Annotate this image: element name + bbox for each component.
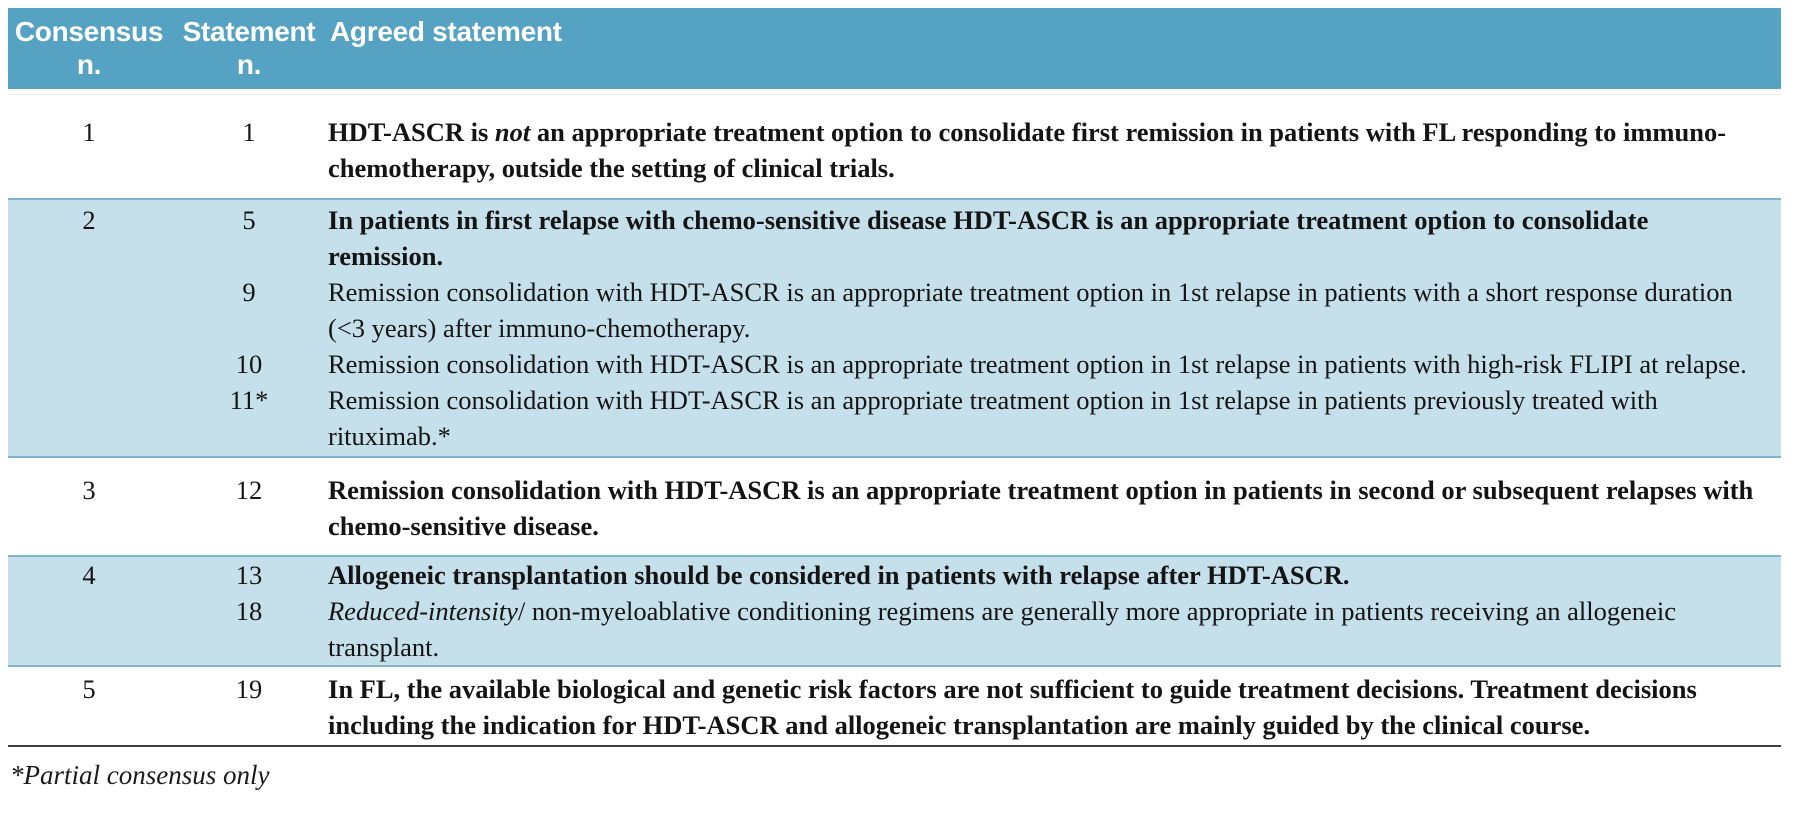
statement-list bbox=[170, 202, 1781, 454]
statement-row bbox=[170, 202, 1781, 274]
statement-list bbox=[170, 114, 1781, 186]
statement-row bbox=[170, 557, 1781, 593]
statement-row bbox=[170, 382, 1781, 454]
consensus-group bbox=[8, 95, 1781, 198]
statement-number: 12 bbox=[235, 475, 263, 505]
consensus-group bbox=[8, 555, 1781, 667]
header-consensus-n: Consensus n. bbox=[14, 16, 164, 80]
footnote-partial-consensus: *Partial consensus only bbox=[10, 760, 270, 790]
statement-number: 10 bbox=[235, 349, 263, 379]
consensus-number: 2 bbox=[82, 205, 96, 235]
statement-text: Allogeneic transplantation should be considered in patients with relapse after HDT-ASCR. bbox=[328, 560, 1350, 590]
consensus-number: 4 bbox=[82, 560, 96, 590]
consensus-number: 3 bbox=[82, 475, 96, 505]
statement-text: HDT-ASCR is not an appropriate treatment option to consolidate first remission in patients with FL responding to immuno-chemotherapy, outside the setting of clinical trials. bbox=[328, 117, 1727, 183]
statement-row bbox=[170, 671, 1781, 743]
consensus-group bbox=[8, 667, 1781, 745]
statement-number: 9 bbox=[242, 277, 256, 307]
consensus-statements-table bbox=[8, 8, 1781, 790]
statement-text: Remission consolidation with HDT-ASCR is an appropriate treatment option in 1st relapse in patients with high-risk FLIPI at relapse. bbox=[328, 349, 1747, 379]
statement-text: In patients in first relapse with chemo-sensitive disease HDT-ASCR is an appropriate treatment option to consolidate remission. bbox=[328, 205, 1649, 271]
statement-list bbox=[170, 472, 1781, 544]
statement-number: 13 bbox=[235, 560, 263, 590]
table-body bbox=[8, 95, 1781, 745]
consensus-number: 1 bbox=[82, 117, 96, 147]
table-header-row bbox=[8, 8, 1781, 89]
consensus-group bbox=[8, 458, 1781, 555]
statement-row bbox=[170, 274, 1781, 346]
statement-text: Remission consolidation with HDT-ASCR is an appropriate treatment option in 1st relapse in patients with a short response duration (<3 years) after immuno-chemotherapy. bbox=[328, 277, 1733, 343]
header-statement-n: Statement n. bbox=[182, 16, 316, 80]
statement-text: Remission consolidation with HDT-ASCR is an appropriate treatment option in patients in second or subsequent relapses with chemo-sensitive disease. bbox=[328, 475, 1754, 541]
statement-number: 11* bbox=[229, 385, 269, 415]
statement-number: 18 bbox=[235, 596, 263, 626]
statement-row bbox=[170, 472, 1781, 544]
statement-number: 5 bbox=[242, 205, 256, 235]
header-agreed-statement: Agreed statement bbox=[330, 16, 562, 47]
statement-list bbox=[170, 557, 1781, 665]
statement-row bbox=[170, 114, 1781, 186]
statement-text: Remission consolidation with HDT-ASCR is an appropriate treatment option in 1st relapse in patients previously treated with rituximab.* bbox=[328, 385, 1658, 451]
statement-text: In FL, the available biological and genetic risk factors are not sufficient to guide treatment decisions. Treatment decisions including the indication for HDT-ASCR and allogeneic transplantation are mainly guided by the clinical course. bbox=[328, 674, 1697, 740]
consensus-group bbox=[8, 198, 1781, 458]
statement-text: Reduced-intensity/ non-myeloablative conditioning regimens are generally more appropriate in patients receiving an allogeneic transplant. bbox=[328, 596, 1677, 662]
statement-list bbox=[170, 671, 1781, 743]
statement-row bbox=[170, 346, 1781, 382]
statement-number: 1 bbox=[242, 117, 256, 147]
statement-number: 19 bbox=[235, 674, 263, 704]
statement-row bbox=[170, 593, 1781, 665]
consensus-number: 5 bbox=[82, 674, 96, 704]
